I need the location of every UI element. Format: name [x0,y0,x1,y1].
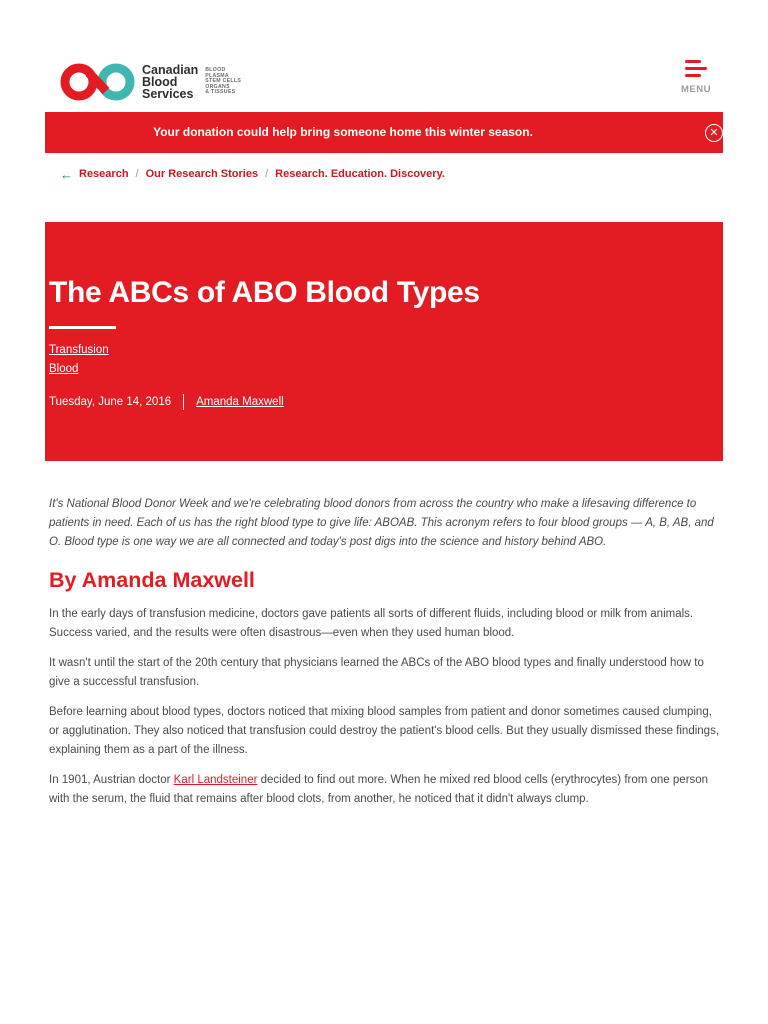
byline-heading: By Amanda Maxwell [49,568,255,592]
page-title: The ABCs of ABO Blood Types [49,276,480,309]
donation-banner [45,112,723,153]
logo-tag-2: PLASMA [205,72,229,79]
breadcrumb-current[interactable]: Research. Education. Discovery. [275,168,445,180]
logo-name [142,64,198,100]
logo-tag-1: BLOOD [205,67,226,74]
paragraph-1: In the early days of transfusion medicine, doctors gave patients all sorts of different fluids, including blood or milk from animals. Success varied, and the results were often disastrous—even when they used human blood. [49,608,694,639]
menu-button[interactable] [676,60,716,96]
breadcrumb-research[interactable]: Research [79,168,129,180]
paragraph-4 [49,771,725,809]
tag-link-blood[interactable]: Blood [49,363,79,375]
banner-text: Your donation could help bring someone home this winter season. [153,125,533,139]
tag-link-transfusion[interactable]: Transfusion [49,344,109,356]
logo-name-line3: Services [142,87,194,101]
arrow-left-icon[interactable]: ← [60,166,73,182]
hamburger-icon [685,60,709,81]
menu-label: MENU [681,84,711,95]
paragraph-3: Before learning about blood types, doctors noticed that mixing blood samples from patient and donor sometimes caused clumping, or agglutination. They also noticed that transfusion could destroy the patient's blood cells. But they usually dismissed these findings, explaining them as a part of the illness. [49,706,720,756]
logo[interactable] [60,62,241,102]
infinity-logo-icon [60,62,136,102]
paragraph-4-end: decided to find out more. When he mixed red blood cells (erythrocytes) from one person with the serum, the fluid that remains after blood clots, from another, he noticed that it didn't always clump. [49,774,709,805]
logo-name-line1: Canadian [142,63,199,77]
article-intro: It's National Blood Donor Week and we're celebrating blood donors from across the country who make a lifesaving difference to patients in need. Each of us has the right blood type to give life: ABOAB. This acronym refers to four blood groups — A, B, AB, and O. Blood type is one way we are all connected and today's post digs into the science and history behind ABO. [49,498,714,548]
paragraph-2: It wasn't until the start of the 20th century that physicians learned the ABCs of the ABO blood types and finally understood how to give a successful transfusion. [49,657,704,688]
breadcrumb-separator: / [265,168,269,180]
logo-tag-4: ORGANS [205,83,230,90]
logo-tag-5: & TISSUES [205,89,236,96]
article-body [49,495,725,820]
breadcrumb [60,166,445,182]
meta-divider [183,394,184,410]
logo-name-line2: Blood [142,75,178,89]
publish-date: Tuesday, June 14, 2016 [49,396,172,408]
close-circle-icon[interactable]: ✕ [705,124,723,142]
logo-tagline [205,68,241,96]
logo-tag-3: STEM CELLS [205,78,242,85]
author-link[interactable]: Amanda Maxwell [196,396,284,408]
paragraph-4-start: In 1901, Austrian doctor [49,774,174,786]
breadcrumb-research-stories[interactable]: Our Research Stories [145,168,259,180]
site-header [0,0,768,112]
karl-landsteiner-link[interactable]: Karl Landsteiner [173,774,258,786]
article-hero [45,222,723,461]
article-meta [49,394,284,410]
breadcrumb-separator: / [135,168,139,180]
title-underline [49,326,116,329]
